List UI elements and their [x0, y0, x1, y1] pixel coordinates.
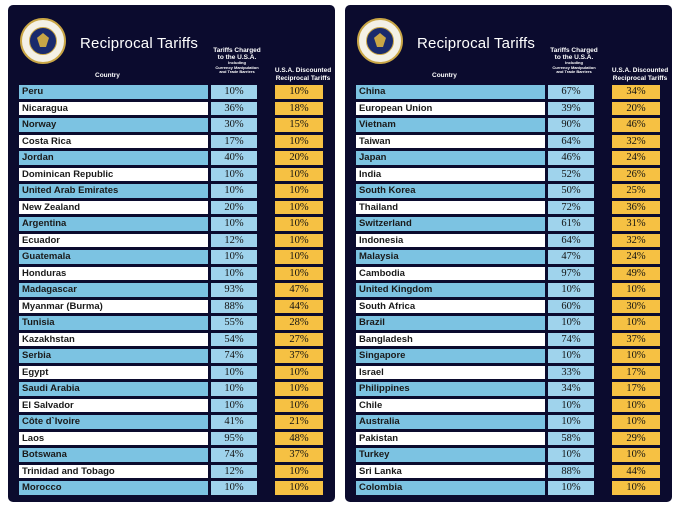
header-charged-note: Currency Manipulation [215, 64, 259, 70]
tariff-charged-cell: 46% [548, 151, 594, 165]
discounted-tariff-cell: 37% [275, 448, 323, 462]
header-country: Country [432, 72, 457, 79]
country-cell: Colombia [356, 481, 545, 495]
discounted-tariff-cell: 47% [275, 283, 323, 297]
header-charged-line: to the U.S.A. [217, 54, 257, 61]
discounted-tariff-cell: 10% [275, 135, 323, 149]
discounted-tariff-cell: 18% [275, 102, 323, 116]
tariff-charged-cell: 90% [548, 118, 594, 132]
tariff-charged-cell: 12% [211, 465, 257, 479]
tariff-charged-cell: 74% [548, 333, 594, 347]
tariff-charged-cell: 10% [211, 366, 257, 380]
discounted-tariff-cell: 20% [612, 102, 660, 116]
country-cell: Israel [356, 366, 545, 380]
discounted-tariff-cell: 15% [275, 118, 323, 132]
header-charged-line: Tariffs Charged [550, 47, 598, 54]
tariff-charged-cell: 10% [211, 168, 257, 182]
discounted-tariff-cell: 10% [612, 415, 660, 429]
discounted-tariff-cell: 10% [275, 250, 323, 264]
tariff-charged-cell: 10% [211, 184, 257, 198]
tariff-charged-cell: 67% [548, 85, 594, 99]
country-cell: Taiwan [356, 135, 545, 149]
discounted-tariff-cell: 10% [275, 217, 323, 231]
header-discounted-line: U.S.A. Discounted [274, 67, 332, 74]
tariff-charged-cell: 10% [548, 283, 594, 297]
discounted-tariff-cell: 10% [275, 366, 323, 380]
panel-title: Reciprocal Tariffs [80, 35, 199, 52]
discounted-tariff-cell: 34% [612, 85, 660, 99]
country-cell: Tunisia [19, 316, 208, 330]
country-cell: Costa Rica [19, 135, 208, 149]
country-cell: India [356, 168, 545, 182]
tariff-charged-cell: 10% [548, 349, 594, 363]
country-cell: South Korea [356, 184, 545, 198]
tariff-charged-cell: 93% [211, 283, 257, 297]
country-cell: Côte d`Ivoire [19, 415, 208, 429]
discounted-tariff-cell: 48% [275, 432, 323, 446]
discounted-tariff-cell: 29% [612, 432, 660, 446]
country-cell: Ecuador [19, 234, 208, 248]
discounted-tariff-cell: 46% [612, 118, 660, 132]
country-cell: Guatemala [19, 250, 208, 264]
tariff-charged-cell: 97% [548, 267, 594, 281]
country-cell: Switzerland [356, 217, 545, 231]
discounted-tariff-cell: 49% [612, 267, 660, 281]
header-discounted-tariffs [271, 67, 335, 83]
discounted-tariff-cell: 10% [275, 465, 323, 479]
tariff-charged-cell: 50% [548, 184, 594, 198]
country-cell: Madagascar [19, 283, 208, 297]
discounted-tariff-cell: 27% [275, 333, 323, 347]
header-charged-note: and Trade Barriers [219, 69, 255, 74]
tariff-charged-cell: 10% [211, 267, 257, 281]
country-cell: Pakistan [356, 432, 545, 446]
header-charged-note: Including [565, 60, 583, 65]
discounted-tariff-cell: 44% [275, 300, 323, 314]
header-discounted-line: U.S.A. Discounted [611, 67, 669, 74]
header-charged-line: Tariffs Charged [213, 47, 261, 54]
discounted-tariff-cell: 28% [275, 316, 323, 330]
tariff-charged-cell: 40% [211, 151, 257, 165]
discounted-tariff-cell: 10% [612, 349, 660, 363]
tariff-charged-cell: 64% [548, 234, 594, 248]
tariff-panel-left [8, 5, 335, 502]
country-cell: Malaysia [356, 250, 545, 264]
country-cell: Philippines [356, 382, 545, 396]
country-cell: Jordan [19, 151, 208, 165]
header-discounted-tariffs [608, 67, 672, 83]
tariff-charged-cell: 10% [548, 415, 594, 429]
discounted-tariff-cell: 24% [612, 250, 660, 264]
tariff-charged-cell: 20% [211, 201, 257, 215]
discounted-tariff-cell: 25% [612, 184, 660, 198]
discounted-tariff-cell: 10% [275, 267, 323, 281]
discounted-tariff-cell: 44% [612, 465, 660, 479]
country-cell: Singapore [356, 349, 545, 363]
country-cell: Dominican Republic [19, 168, 208, 182]
country-cell: Bangladesh [356, 333, 545, 347]
tariff-charged-cell: 41% [211, 415, 257, 429]
header-country: Country [95, 72, 120, 79]
country-cell: Nicaragua [19, 102, 208, 116]
discounted-tariff-cell: 30% [612, 300, 660, 314]
tariff-charged-cell: 74% [211, 349, 257, 363]
tariff-charged-cell: 30% [211, 118, 257, 132]
discounted-tariff-cell: 36% [612, 201, 660, 215]
discounted-tariff-cell: 10% [275, 481, 323, 495]
country-cell: Trinidad and Tobago [19, 465, 208, 479]
tariff-charged-cell: 10% [548, 448, 594, 462]
country-cell: Cambodia [356, 267, 545, 281]
discounted-tariff-cell: 10% [275, 234, 323, 248]
tariff-charged-cell: 10% [211, 217, 257, 231]
country-cell: United Kingdom [356, 283, 545, 297]
country-cell: Peru [19, 85, 208, 99]
country-cell: United Arab Emirates [19, 184, 208, 198]
panel-title: Reciprocal Tariffs [417, 35, 536, 52]
discounted-tariff-cell: 20% [275, 151, 323, 165]
country-cell: Indonesia [356, 234, 545, 248]
tariff-charged-cell: 10% [211, 250, 257, 264]
tariff-charged-cell: 54% [211, 333, 257, 347]
tariff-charged-cell: 17% [211, 135, 257, 149]
country-cell: New Zealand [19, 201, 208, 215]
discounted-tariff-cell: 10% [275, 184, 323, 198]
country-cell: Brazil [356, 316, 545, 330]
discounted-tariff-cell: 24% [612, 151, 660, 165]
presidential-seal-icon [357, 18, 403, 64]
header-charged-note: Currency Manipulation [552, 64, 596, 70]
tariff-charged-cell: 10% [548, 481, 594, 495]
discounted-tariff-cell: 32% [612, 135, 660, 149]
country-cell: Thailand [356, 201, 545, 215]
country-cell: Chile [356, 399, 545, 413]
tariff-charged-cell: 52% [548, 168, 594, 182]
country-cell: Honduras [19, 267, 208, 281]
discounted-tariff-cell: 17% [612, 382, 660, 396]
tariff-charged-cell: 36% [211, 102, 257, 116]
discounted-tariff-cell: 10% [612, 448, 660, 462]
tariff-charged-cell: 33% [548, 366, 594, 380]
header-discounted-line: Reciprocal Tariffs [612, 75, 668, 82]
discounted-tariff-cell: 10% [275, 201, 323, 215]
country-cell: Botswana [19, 448, 208, 462]
discounted-tariff-cell: 10% [612, 481, 660, 495]
country-cell: Myanmar (Burma) [19, 300, 208, 314]
country-cell: Morocco [19, 481, 208, 495]
country-cell: Sri Lanka [356, 465, 545, 479]
country-cell: Egypt [19, 366, 208, 380]
tariff-charged-cell: 88% [548, 465, 594, 479]
country-cell: European Union [356, 102, 545, 116]
discounted-tariff-cell: 21% [275, 415, 323, 429]
tariff-charged-cell: 10% [211, 399, 257, 413]
discounted-tariff-cell: 17% [612, 366, 660, 380]
country-cell: Australia [356, 415, 545, 429]
discounted-tariff-cell: 10% [275, 399, 323, 413]
tariff-charged-cell: 47% [548, 250, 594, 264]
discounted-tariff-cell: 37% [612, 333, 660, 347]
header-tariffs-charged [206, 47, 268, 75]
tariff-charged-cell: 12% [211, 234, 257, 248]
discounted-tariff-cell: 10% [612, 399, 660, 413]
country-cell: China [356, 85, 545, 99]
tariff-charged-cell: 61% [548, 217, 594, 231]
country-cell: Norway [19, 118, 208, 132]
discounted-tariff-cell: 26% [612, 168, 660, 182]
discounted-tariff-cell: 37% [275, 349, 323, 363]
header-charged-note: Including [228, 60, 246, 65]
country-cell: Serbia [19, 349, 208, 363]
discounted-tariff-cell: 10% [612, 316, 660, 330]
tariff-charged-cell: 10% [548, 399, 594, 413]
tariff-charged-cell: 10% [211, 481, 257, 495]
tariff-charged-cell: 60% [548, 300, 594, 314]
country-cell: Vietnam [356, 118, 545, 132]
discounted-tariff-cell: 31% [612, 217, 660, 231]
country-cell: El Salvador [19, 399, 208, 413]
country-cell: Laos [19, 432, 208, 446]
discounted-tariff-cell: 10% [612, 283, 660, 297]
discounted-tariff-cell: 10% [275, 85, 323, 99]
tariff-charged-cell: 10% [211, 382, 257, 396]
discounted-tariff-cell: 10% [275, 382, 323, 396]
header-charged-note: and Trade Barriers [556, 69, 592, 74]
tariff-charged-cell: 95% [211, 432, 257, 446]
tariff-charged-cell: 88% [211, 300, 257, 314]
country-cell: Saudi Arabia [19, 382, 208, 396]
tariff-charged-cell: 55% [211, 316, 257, 330]
presidential-seal-icon [20, 18, 66, 64]
country-cell: Turkey [356, 448, 545, 462]
tariff-charged-cell: 58% [548, 432, 594, 446]
country-cell: Argentina [19, 217, 208, 231]
tariff-charged-cell: 39% [548, 102, 594, 116]
header-discounted-line: Reciprocal Tariffs [275, 75, 331, 82]
country-cell: South Africa [356, 300, 545, 314]
tariff-panel-right [345, 5, 672, 502]
header-charged-line: to the U.S.A. [554, 54, 594, 61]
discounted-tariff-cell: 32% [612, 234, 660, 248]
tariff-charged-cell: 10% [548, 316, 594, 330]
tariff-charged-cell: 34% [548, 382, 594, 396]
header-tariffs-charged [543, 47, 605, 75]
discounted-tariff-cell: 10% [275, 168, 323, 182]
tariff-charged-cell: 10% [211, 85, 257, 99]
tariff-charged-cell: 74% [211, 448, 257, 462]
tariff-charged-cell: 72% [548, 201, 594, 215]
country-cell: Kazakhstan [19, 333, 208, 347]
country-cell: Japan [356, 151, 545, 165]
tariff-charged-cell: 64% [548, 135, 594, 149]
